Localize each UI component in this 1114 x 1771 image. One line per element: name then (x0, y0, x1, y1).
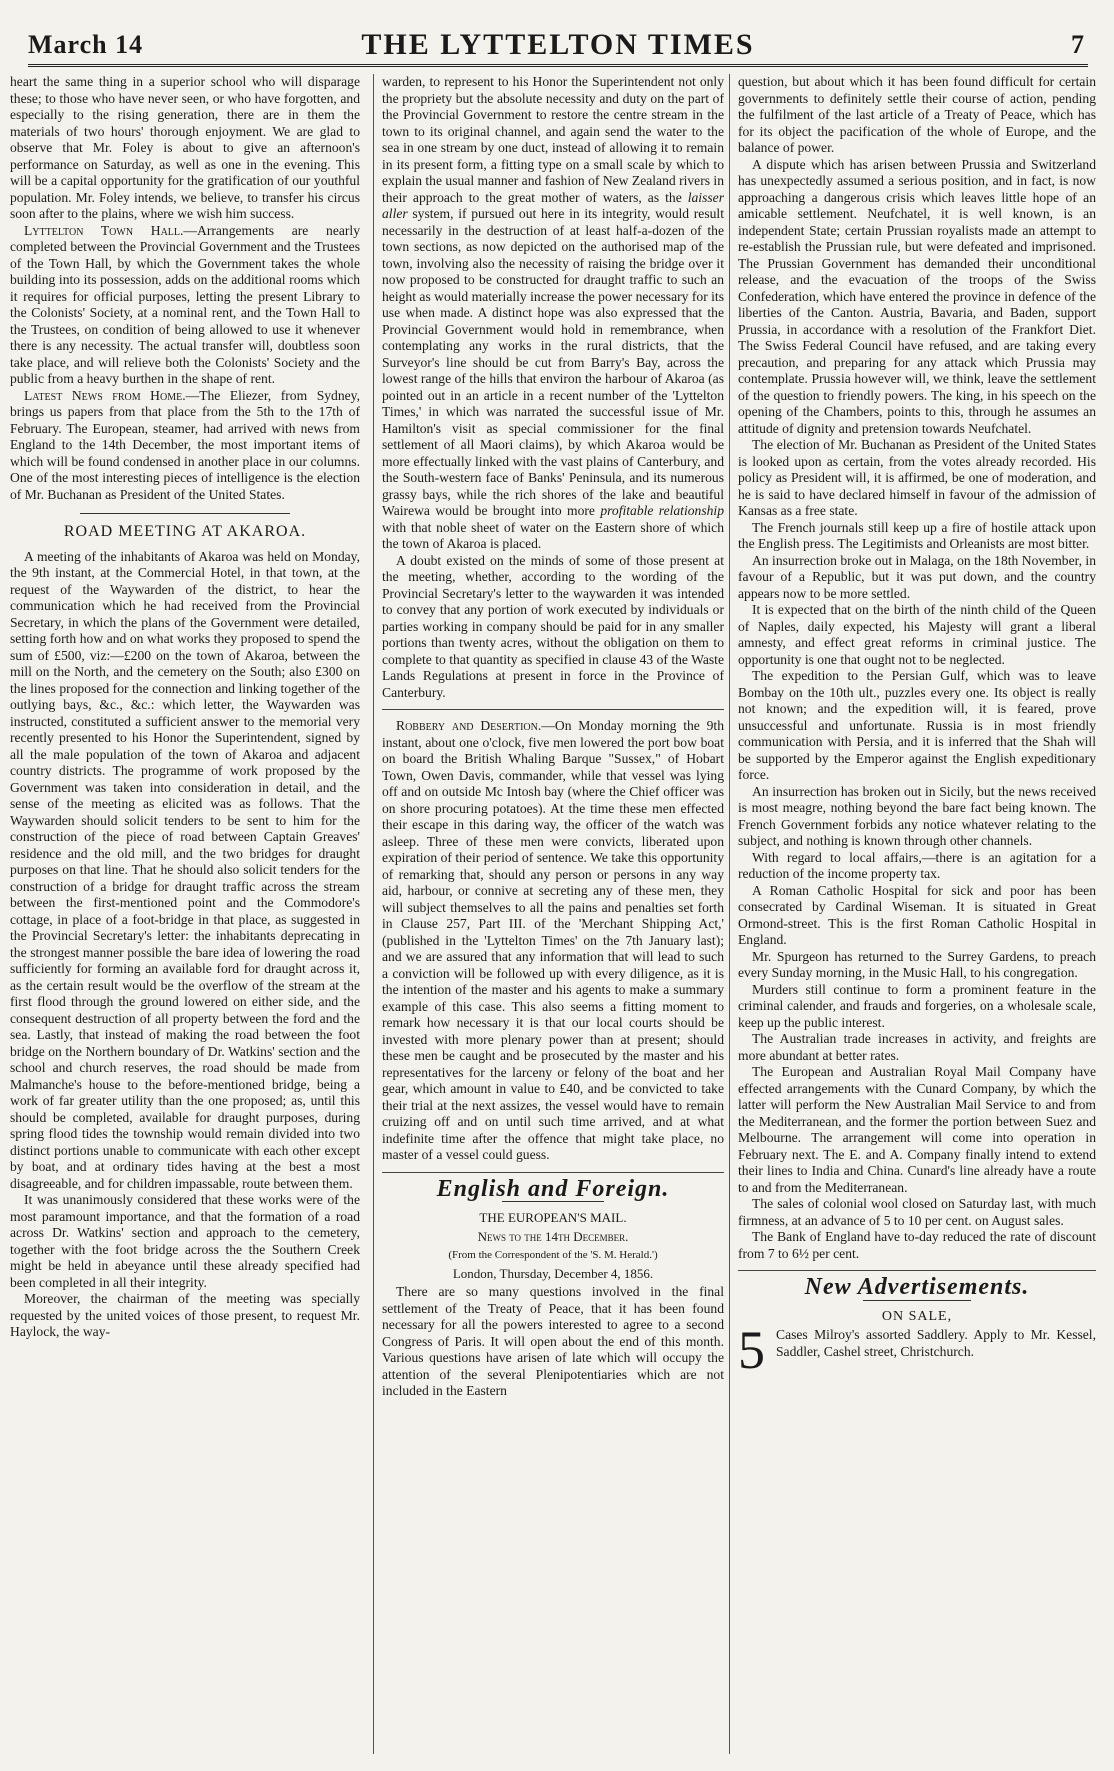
eastern-question-paragraph: question, but about which it has been found difficult for certain governments to definitely settle their course of action, pending the fulfilment of the last article of a Treaty of Peace, which has for its object the pacification of the whole of Europe, and the balance of power. (738, 74, 1096, 155)
akaroa-italic-phrase: laisser aller (382, 189, 724, 221)
newspaper-title: THE LYTTELTON TIMES (361, 28, 755, 61)
robbery-heading: Robbery and Desertion. (396, 718, 542, 733)
naples-paragraph: It is expected that on the birth of the ninth child of the Queen of Naples, daily expected, his Majesty will grant a liberal amnesty, and effect great reforms in criminal justice. The opportunity is one that ought not to be neglected. (738, 602, 1096, 667)
akaroa-paragraph (382, 74, 724, 553)
town-hall-paragraph (10, 223, 360, 388)
on-sale-heading: ON SALE, (881, 1308, 953, 1324)
malaga-paragraph: An insurrection broke out in Malaga, on the 18th November, in favour of a Republic, but it was put down, and the country appears now to be more settled. (738, 552, 1096, 601)
saddlery-advert-text: Cases Milroy's assorted Saddlery. Apply to Mr. Kessel, Saddler, Cashel street, Christchurch. (776, 1327, 1096, 1359)
section-rule (80, 513, 290, 514)
masthead (28, 24, 1088, 67)
akaroa-text-c: with that noble sheet of water on the Eastern shore of which the town of Akaroa is placed. (382, 519, 724, 551)
new-advertisements-heading: New Advertisements. (804, 1274, 1030, 1300)
town-hall-text: —Arrangements are nearly completed between the Provincial Government and the Trustees of the Town Hall, by which the Government takes the whole building into its possession, adds on the additional rooms which it requires for official purposes, letting the present Library to the Colonists' Society, at a nominal rent, and the Town Hall to the Trustees, on condition of being allowed to use it whenever there is any necessity. The actual transfer will, doubtless soon take place, and will relieve both the Colonists' Society and the public from a heavy burthen in the shape of rent. (10, 222, 360, 386)
news-date-subheading: News to the 14th December. (477, 1228, 629, 1244)
column-1 (10, 74, 360, 1754)
australian-trade-paragraph: The Australian trade increases in activity, and freights are more abundant at better rates. (738, 1031, 1096, 1063)
road-meeting-paragraph-3: Moreover, the chairman of the meeting was specially requested by the united voices of those present, to request Mr. Haylock, the way- (10, 1291, 360, 1339)
correspondent-credit: (From the Correspondent of the 'S. M. Herald.') (448, 1249, 658, 1261)
french-journals-paragraph: The French journals still keep up a fire of hostile attack upon the English press. The Legitimists and Orleanists are most bitter. (738, 519, 1096, 551)
robbery-text: —On Monday morning the 9th instant, about one o'clock, five men lowered the port bow boat on board the British Whaling Barque "Sussex," of Hobart Town, Owen Davis, commander, while that vessel was lying off and on outside Mc Intosh bay (where the Chief officer was on shore procuring potatoes). At the time these men effected their escape in this daring way, the officer of the watch was asleep. Three of these men were convicts, liberated upon expiration of their period of sentence. We take this opportunity of remarking that, should any person or persons in any way aid, harbour, or connive at secreting any of these men, they will subject themselves to all the pains and penalties set forth in Clause 257, Part III. of the 'Merchant Shipping Act,' (published in the 'Lyttelton Times' on the 7th January last); and we are assured that any information that will lead to such a conviction will be followed up with every diligence, as it is the intention of the master and his agents to make a summary example of this case. This also seems a fitting moment to remark how necessary it is that our local courts should be invested with more plenary power than at present; should these men be caught and be prosecuted by the master and his representatives for the larceny or felony of the boat and her gear, which amount in value to £40, and be convicted to take their trial at the next assizes, the vessel would have to remain cruizing off and on until such time arrived, and at what indefinite time after the offence that might take place, no master of a vessel could guess. (382, 718, 724, 1162)
column-divider-2 (382, 1172, 724, 1173)
hospital-paragraph: A Roman Catholic Hospital for sick and poor has been consecrated by Cardinal Wiseman. It is situated in Great Ormond-street. This is the first Roman Catholic Hospital in England. (738, 882, 1096, 947)
bank-paragraph: The Bank of England have to-day reduced the rate of discount from 7 to 6½ per cent. (738, 1229, 1096, 1261)
column-3 (729, 74, 1096, 1754)
road-meeting-paragraph-2: It was unanimously considered that these works were of the most paramount importance, and that the formation of a road across Dr. Watkins' section and approach to the cemetery, together with the foot bridge across the the Southern Creek might be held in abeyance until these already specified had been completed in all their integrity. (10, 1192, 360, 1290)
drop-numeral: 5 (738, 1320, 765, 1380)
town-hall-heading: Lyttelton Town Hall. (24, 222, 184, 238)
issue-date: March 14 (28, 30, 144, 59)
buchanan-paragraph: The election of Mr. Buchanan as President of the United States is looked upon as certain, from the votes already recorded. His policy as President will, it is affirmed, be one of moderation, and he is said to have declared himself in favour of the admission of Kansas as a free state. (738, 437, 1096, 518)
latest-news-text: —The Eliezer, from Sydney, brings us papers from that place from the 5th to the 17th of February. The European, steamer, had arrived with news from England to the 14th December, the most important items of which will be found condensed in another place in our columns. One of the most interesting pieces of intelligence is the election of Mr. Buchanan as President of the United States. (10, 387, 360, 502)
persian-gulf-paragraph: The expedition to the Persian Gulf, which was to leave Bombay on the 10th ult., puzzles every one. Its object is really not known; and the expedition will, it is feared, prove unsuccessful and unfortunate. Russia is in most friendly communication with Persia, and it is inferred that the Shah will be supported by the Emperor against the English expeditionary force. (738, 668, 1096, 782)
road-meeting-heading: ROAD MEETING AT AKAROA. (63, 523, 307, 540)
dateline: London, Thursday, December 4, 1856. (452, 1265, 654, 1281)
treaty-paragraph: There are so many questions involved in the final settlement of the Treaty of Peace, that it has been found necessary for all the powers interested to agree to a second Congress of Paris. It will open about the end of this month. Various questions have arisen of late which will occupy the attention of the several Plenipotentiaries which are not included in the Eastern (382, 1284, 724, 1398)
prussia-paragraph: A dispute which has arisen between Prussia and Switzerland has unexpectedly assumed a serious position, and in fact, is now approaching a dangerous crisis which leaves little hope of an amicable settlement. Neufchatel, it is well known, is an independent State; certain Prussian royalists made an attempt to re-establish the Prussian rule, but were defeated and imprisoned. The Prussian Government has demanded their unconditional release, and the evacuation of the troops of the Swiss Confederation, which have entered the province in defence of the liberties of the Canton. Austria, Bavaria, and Baden, support Prussia, in accordance with a resolution of the Frankfort Diet. The Swiss Federal Council have refused, and are taking every precaution, and preparing for any attack which Prussia may contemplate. Prussia however will, we think, leave the settlement of the question to friendly powers. The king, in his speech on the opening of the Chambers, points to this, through he assumes an attitude of dignity and pretension towards Neufchatel. (738, 156, 1096, 436)
road-meeting-paragraph-1: A meeting of the inhabitants of Akaroa was held on Monday, the 9th instant, at the Commercial Hotel, in that town, at the request of the Waywarden of the district, to hear the communication which he had received from the Provincial Secretary, in which the plans of the Government were detailed, setting forth how and on what works they proposed to spend the sum of £500, viz:—£200 on the town of Akaroa, between the mill on the North, and the cemetery on the South; also £300 on the lines proposed for the connection and linking together of the outlying bays, &c., &c.: which letter, the Waywarden was instructed, constituted a sufficient answer to the memorial very recently presented to his Honor the Superintendent, signed by all the male population of the town of Akaroa and adjacent country districts. The programme of work proposed by the Government was taken into consideration in detail, and the sense of the meeting as elicited was as follows. That the Waywarden should solicit tenders to be sent to him for the construction of the piece of road between Captain Greaves' residence and the old mill, and the two bridges for draught purposes on that line. That he should also solicit tenders for the construction of a bridge for draught traffic across the stream between the first-mentioned point and the Commodore's cottage, in place of a foot-bridge in that place, as suggested in the Provincial Secretary's letter: the inhabitants deprecating in the strongest manner possible the bare idea of lowering the road sufficiently for forming an available ford for draught across it, as the certain result would be the overflow of the stream at the first flood through the ground lowered on either side, and the consequent destruction of all property between the ford and the sea. Lastly, that instead of making the road between the foot bridge on the Northern boundary of Dr. Watkins' section and the school and church reserves, the road should be made from Malmanche's house to the before-mentioned bridge, being a work of far greater utility than the one proposed; as, until this should be completed, available for draught purposes, during spring flood tides the township would remain divided into two distinct portions unable to communicate with each other except by boat, and at ordinary tides having at the best a most disagreeable, and for children impassable, route between them. (10, 548, 360, 1191)
english-foreign-heading: English and Foreign. (436, 1175, 670, 1202)
europeans-mail-heading: THE EUROPEAN'S MAIL. (479, 1210, 627, 1225)
akaroa-text-b: system, if pursued out here in its integrity, would result necessarily in the destruction of at least half-a-dozen of the town sections, as now depicted on the authorised map of the town, involving also the necessity of raising the bridge over it now proposed to be constructed for draught traffic to such an height as would materially increase the power necessary for its use when made. A distinct hope was also expressed that the Provincial Government would hold in remembrance, when contemplating any works in the rural districts, that the Surveyor's line should be cut from Barry's Bay, across the lowest range of the hills that environ the harbour of Akaroa (as pointed out in an article in a recent number of the 'Lyttelton Times,' in which was narrated the successful issue of Mr. Hamilton's visit as special commissioner for the final settlement of all Maori claims), by which Akaroa would be more effectually linked with the vast plains of Canterbury, and the South-western face of Banks' Peninsula, and its numerous grassy bays, while the rich shores of the lake and beautiful Wairewa would be brought into more (382, 206, 724, 518)
robbery-paragraph (382, 718, 724, 1164)
latest-news-heading: Latest News from Home. (24, 387, 186, 403)
circus-paragraph: heart the same thing in a superior school who will disparage these; to those who have never seen, or who have forgotten, and especially to the rising generation, there are in them the materials of two hours' thorough enjoyment. We are glad to observe that Mr. Foley is about to give an afternoon's performance on Saturday, as well as one in the evening. This will be a capital opportunity for the gratification of our youthful population. Mr. Foley intends, we believe, to transfer his circus soon after to the plains, where we wish him success. (10, 74, 360, 221)
income-tax-paragraph: With regard to local affairs,—there is an agitation for a reduction of the income property tax. (738, 849, 1096, 881)
saddlery-advert (738, 1320, 1096, 1381)
column-2 (373, 74, 724, 1754)
wool-sales-paragraph: The sales of colonial wool closed on Saturday last, with much firmness, at an advance of 5 to 10 per cent. on August sales. (738, 1196, 1096, 1228)
page-number: 7 (1071, 30, 1084, 59)
akaroa-italic-phrase-2: profitable relationship (600, 503, 724, 518)
latest-news-paragraph (10, 388, 360, 504)
sicily-paragraph: An insurrection has broken out in Sicily, but the news received is most meagre, nothing beyond the bare fact being known. The French Government forbids any notice whatever relating to the subject, and nothing is known through other channels. (738, 783, 1096, 848)
royal-mail-paragraph: The European and Australian Royal Mail Company have effected arrangements with the Cunard Company, by which the latter will perform the New Australian Mail Service to and from the Mediterranean, and the former the portion between Suez and Melbourne. The arrangement will come into operation in February next. The E. and A. Company finally intend to extend their lines to India and China. Cunard's line already have a route to and from the Mediterranean. (738, 1064, 1096, 1195)
spurgeon-paragraph: Mr. Spurgeon has returned to the Surrey Gardens, to preach every Sunday morning, in the Music Hall, to his congregation. (738, 948, 1096, 980)
column-divider (382, 709, 724, 710)
doubt-paragraph: A doubt existed on the minds of some of those present at the meeting, whether, according to the wording of the Provincial Secretary's letter to the waywarden it was intended to convey that any portion of work executed by individuals or parties working in company should be paid for in any smaller portions than twenty acres, without the obligation on them to complete to that quantity as specified in clause 43 of the Waste Lands Regulations at present in force in the Province of Canterbury. (382, 552, 724, 700)
murders-paragraph: Murders still continue to form a prominent feature in the criminal calender, and frauds and forgeries, on a wholesale scale, keep up the public interest. (738, 981, 1096, 1030)
advert-divider (738, 1270, 1096, 1271)
akaroa-text-a: warden, to represent to his Honor the Superintendent not only the propriety but the absolute necessity and duty on the part of the Provincial Government to restore the centre stream in the town to its original channel, and again send the water to the sea in one stream by one duct, instead of allowing it to remain in its present form, a fitting type on a small scale by which to explain the usual manner and fashion of New Zealand rivers in their approach to the great mother of waters, as the (382, 74, 724, 205)
